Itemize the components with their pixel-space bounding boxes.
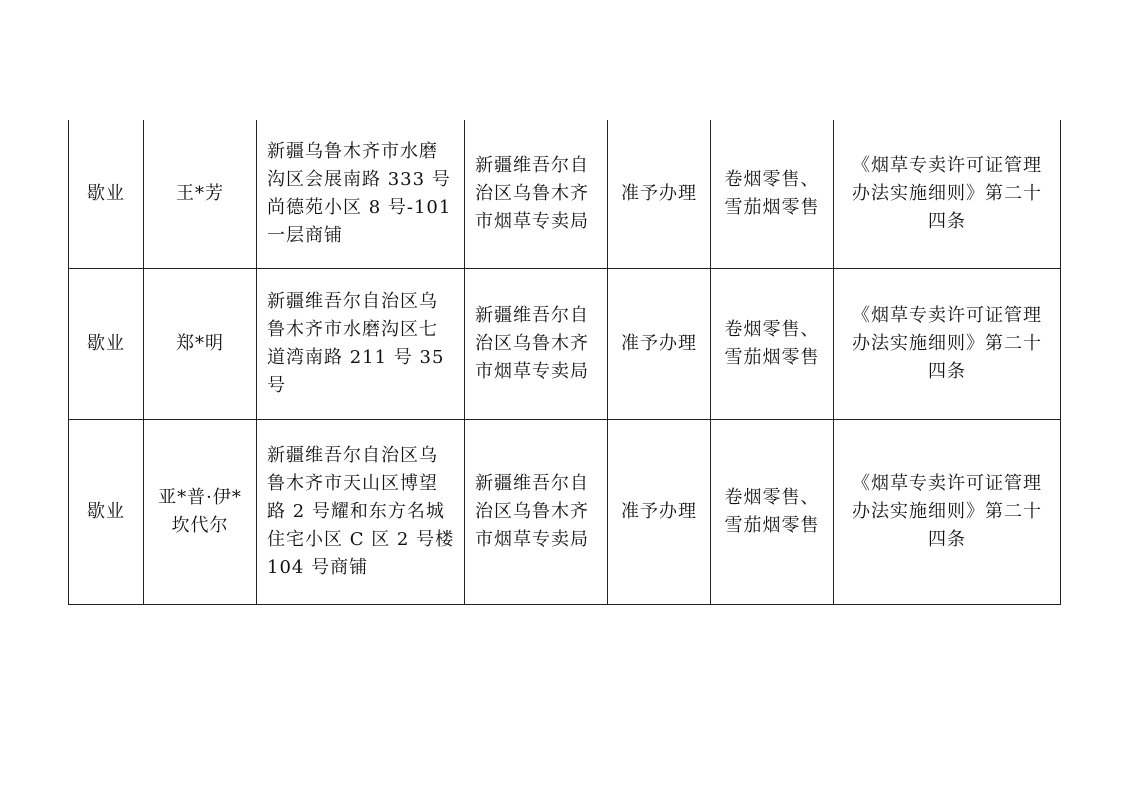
name-cell xyxy=(144,120,257,269)
type-text: 歇业 xyxy=(87,183,125,204)
decision-cell xyxy=(608,120,711,269)
decision-text: 准予办理 xyxy=(621,333,697,354)
authority-text: 新疆维吾尔自治区乌鲁木齐市烟草专卖局 xyxy=(475,155,589,232)
basis-cell xyxy=(834,120,1061,269)
name-cell xyxy=(144,269,257,420)
name-cell xyxy=(144,420,257,605)
address-text: 新疆维吾尔自治区乌鲁木齐市天山区博望路 2 号耀和东方名城住宅小区 C 区 2 号楼 104 号商铺 xyxy=(267,445,455,578)
address-text: 新疆维吾尔自治区乌鲁木齐市水磨沟区七道湾南路 211 号 35 号 xyxy=(267,291,445,396)
address-cell xyxy=(257,269,465,420)
scope-cell xyxy=(711,420,834,605)
authority-cell xyxy=(465,120,608,269)
type-cell xyxy=(69,269,144,420)
authority-cell xyxy=(465,420,608,605)
basis-cell xyxy=(834,420,1061,605)
name-text: 郑*明 xyxy=(176,333,224,354)
scope-text: 卷烟零售、雪茄烟零售 xyxy=(724,169,820,218)
scope-text: 卷烟零售、雪茄烟零售 xyxy=(724,487,820,536)
table-row xyxy=(69,420,1061,605)
address-text: 新疆乌鲁木齐市水磨沟区会展南路 333 号尚德苑小区 8 号-101 一层商铺 xyxy=(267,141,452,246)
scope-text: 卷烟零售、雪茄烟零售 xyxy=(724,319,820,368)
name-text: 亚*普·伊*坎代尔 xyxy=(158,487,242,536)
type-text: 歇业 xyxy=(87,501,125,522)
license-table xyxy=(68,120,1061,605)
table-row xyxy=(69,269,1061,420)
type-cell xyxy=(69,120,144,269)
decision-text: 准予办理 xyxy=(621,501,697,522)
scope-cell xyxy=(711,269,834,420)
address-cell xyxy=(257,420,465,605)
name-text: 王*芳 xyxy=(176,183,224,204)
type-cell xyxy=(69,420,144,605)
decision-text: 准予办理 xyxy=(621,183,697,204)
basis-cell xyxy=(834,269,1061,420)
address-cell xyxy=(257,120,465,269)
basis-text: 《烟草专卖许可证管理办法实施细则》第二十四条 xyxy=(852,473,1042,550)
scope-cell xyxy=(711,120,834,269)
type-text: 歇业 xyxy=(87,333,125,354)
authority-text: 新疆维吾尔自治区乌鲁木齐市烟草专卖局 xyxy=(475,473,589,550)
basis-text: 《烟草专卖许可证管理办法实施细则》第二十四条 xyxy=(852,155,1042,232)
license-table-container xyxy=(68,120,1061,605)
authority-text: 新疆维吾尔自治区乌鲁木齐市烟草专卖局 xyxy=(475,305,589,382)
table-row xyxy=(69,120,1061,269)
basis-text: 《烟草专卖许可证管理办法实施细则》第二十四条 xyxy=(852,305,1042,382)
decision-cell xyxy=(608,269,711,420)
decision-cell xyxy=(608,420,711,605)
authority-cell xyxy=(465,269,608,420)
